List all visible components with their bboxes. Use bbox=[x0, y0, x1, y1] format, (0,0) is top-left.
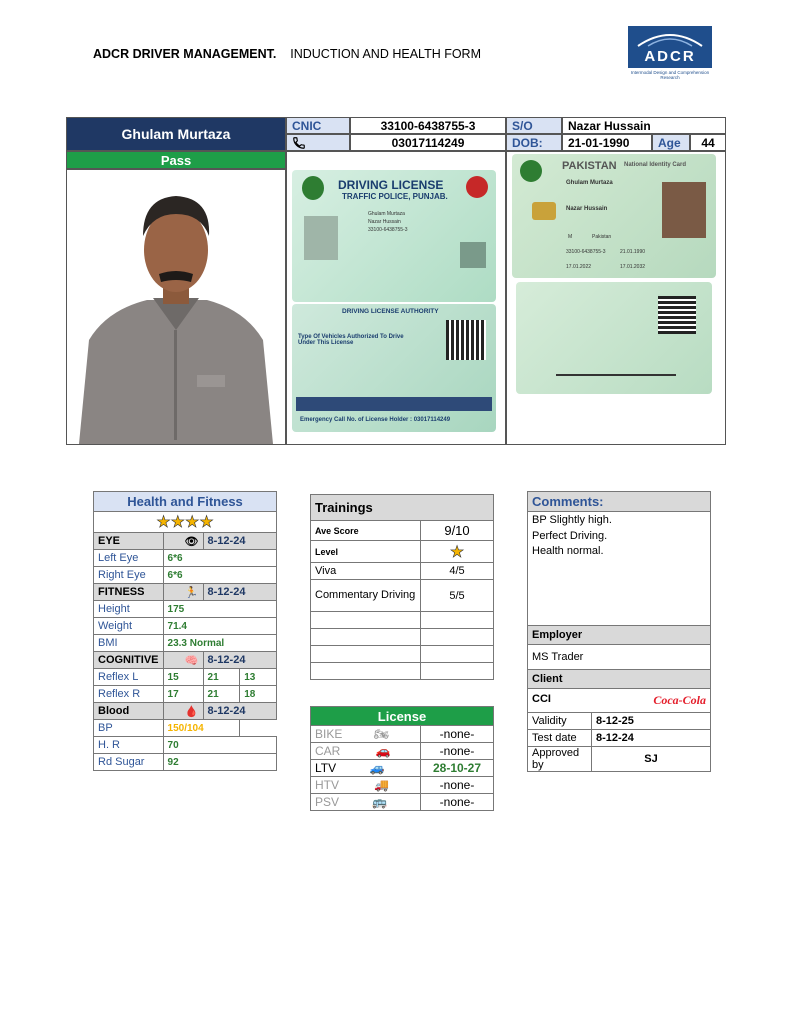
license-card-subtitle: TRAFFIC POLICE, PUNJAB. bbox=[342, 192, 448, 201]
license-row-htv bbox=[311, 777, 421, 794]
blood-label: Blood bbox=[94, 703, 164, 720]
license-htv-value: -none- bbox=[421, 777, 494, 794]
reflex-r-2: 21 bbox=[203, 686, 240, 703]
police-emblem-icon bbox=[466, 176, 488, 198]
bp-value: 150/104 bbox=[163, 720, 240, 737]
bp-label: BP bbox=[94, 720, 164, 737]
approved-value: SJ bbox=[592, 747, 711, 772]
id-card-subtitle: National Identity Card bbox=[624, 162, 687, 168]
viva-value: 4/5 bbox=[421, 563, 494, 580]
comment-line: Health normal. bbox=[532, 545, 604, 557]
license-father: Nazar Hussain bbox=[368, 219, 401, 225]
license-psv-value: -none- bbox=[421, 794, 494, 811]
id-card-title: PAKISTAN bbox=[562, 160, 617, 172]
age-label: Age bbox=[652, 134, 690, 151]
id-photo bbox=[662, 182, 706, 238]
license-card-title: DRIVING LICENSE bbox=[338, 178, 444, 192]
coca-cola-logo: Coca-Cola bbox=[653, 693, 706, 707]
blood-date: 8-12-24 bbox=[203, 703, 276, 720]
id-expiry: 17.01.2032 bbox=[620, 264, 646, 270]
bmi-value: 23.3 Normal bbox=[163, 635, 276, 652]
id-father: Nazar Hussain bbox=[566, 206, 608, 212]
fitness-date: 8-12-24 bbox=[203, 584, 276, 601]
punjab-emblem-icon bbox=[302, 176, 324, 200]
phone-value: 03017114249 bbox=[350, 134, 506, 151]
cnic-label: CNIC bbox=[286, 117, 350, 134]
qr-code-icon bbox=[446, 320, 486, 360]
license-back-text: Type Of Vehicles Authorized To Drive Under This License bbox=[298, 334, 404, 346]
ave-score-value: 9/10 bbox=[421, 521, 494, 541]
reflex-l-1: 15 bbox=[163, 669, 203, 686]
reflex-r-1: 17 bbox=[163, 686, 203, 703]
health-table bbox=[93, 491, 277, 771]
license-card-front bbox=[292, 170, 496, 302]
trainings-title: Trainings bbox=[311, 495, 494, 521]
commentary-label: Commentary Driving bbox=[311, 580, 421, 612]
logo-subtitle: Intermodal Design and Comprehension Research bbox=[630, 70, 710, 80]
license-row-bike bbox=[311, 726, 421, 743]
id-qr-code-icon bbox=[658, 296, 696, 334]
license-row-ltv bbox=[311, 760, 421, 777]
hr-label: H. R bbox=[94, 737, 164, 754]
left-eye-label: Left Eye bbox=[94, 550, 164, 567]
employer-value: MS Trader bbox=[528, 645, 711, 670]
motorbike-icon: 🏍 bbox=[373, 727, 389, 741]
bus-icon: 🚌 bbox=[372, 795, 388, 809]
hr-value: 70 bbox=[163, 737, 276, 754]
driver-name: Ghulam Murtaza bbox=[66, 117, 286, 151]
test-date-label: Test date bbox=[528, 730, 592, 747]
star-icon: ★ bbox=[170, 514, 185, 531]
urdu-text-line bbox=[556, 366, 676, 376]
chip-icon bbox=[532, 202, 556, 220]
license-title: License bbox=[311, 707, 494, 726]
license-type: BIKE bbox=[315, 727, 343, 741]
trainings-table bbox=[310, 494, 494, 680]
comments-title: Comments: bbox=[528, 492, 711, 512]
form-title: INDUCTION AND HEALTH FORM bbox=[290, 47, 481, 61]
comments-table bbox=[527, 491, 711, 772]
health-title: Health and Fitness bbox=[94, 492, 277, 512]
ave-score-label: Ave Score bbox=[311, 521, 421, 541]
level-value bbox=[421, 541, 494, 563]
logo-text: ADCR bbox=[644, 48, 696, 65]
pakistan-emblem-icon bbox=[520, 160, 542, 182]
cognitive-date: 8-12-24 bbox=[203, 652, 276, 669]
reflex-l-2: 21 bbox=[203, 669, 240, 686]
form-header bbox=[93, 47, 481, 61]
org-name: ADCR DRIVER MANAGEMENT. bbox=[93, 47, 277, 61]
license-emergency: Emergency Call No. of License Holder : 03017114249 bbox=[300, 417, 451, 423]
cognitive-label: COGNITIVE bbox=[94, 652, 164, 669]
weight-label: Weight bbox=[94, 618, 164, 635]
id-gender: M bbox=[568, 234, 573, 240]
fitness-label: FITNESS bbox=[94, 584, 164, 601]
validity-value: 8-12-25 bbox=[592, 713, 711, 730]
star-icon: ★ bbox=[199, 514, 214, 531]
comment-line: BP Slightly high. bbox=[532, 514, 612, 526]
validity-label: Validity bbox=[528, 713, 592, 730]
commentary-value: 5/5 bbox=[421, 580, 494, 612]
id-name: Ghulam Murtaza bbox=[566, 180, 613, 186]
so-label: S/O bbox=[506, 117, 562, 134]
star-icon: ★ bbox=[156, 514, 171, 531]
level-label: Level bbox=[311, 541, 421, 563]
id-country: Pakistan bbox=[592, 234, 612, 240]
id-card-front bbox=[512, 154, 716, 278]
left-eye-value: 6*6 bbox=[163, 550, 276, 567]
eye-label: EYE bbox=[94, 533, 164, 550]
license-card-back bbox=[292, 304, 496, 432]
right-eye-value: 6*6 bbox=[163, 567, 276, 584]
adcr-logo bbox=[628, 26, 712, 82]
height-value: 175 bbox=[163, 601, 276, 618]
father-name: Nazar Hussain bbox=[562, 117, 726, 134]
sugar-value: 92 bbox=[163, 754, 276, 771]
client-row bbox=[528, 689, 711, 713]
license-type: HTV bbox=[315, 778, 339, 792]
dob-value: 21-01-1990 bbox=[562, 134, 652, 151]
employer-label: Employer bbox=[528, 626, 711, 645]
license-hologram bbox=[460, 242, 486, 268]
license-ltv-value: 28-10-27 bbox=[421, 760, 494, 777]
driver-photo bbox=[66, 169, 286, 445]
comments-body bbox=[528, 512, 711, 626]
star-icon: ★ bbox=[185, 514, 200, 531]
sugar-label: Rd Sugar bbox=[94, 754, 164, 771]
eye-icon: 👁 bbox=[163, 533, 203, 550]
license-car-value: -none- bbox=[421, 743, 494, 760]
license-type: PSV bbox=[315, 795, 340, 809]
status-badge: Pass bbox=[66, 151, 286, 169]
cnic-value: 33100-6438755-3 bbox=[350, 117, 506, 134]
right-eye-label: Right Eye bbox=[94, 567, 164, 584]
client-value: CCI bbox=[532, 693, 551, 705]
phone-label bbox=[286, 134, 350, 151]
client-label: Client bbox=[528, 670, 711, 689]
car-icon: 🚗 bbox=[375, 744, 391, 758]
cognitive-icon: 🧠 bbox=[163, 652, 203, 669]
license-name: Ghulam Murtaza bbox=[368, 211, 405, 217]
approved-label: Approved by bbox=[528, 747, 592, 772]
id-issue: 17.01.2022 bbox=[566, 264, 592, 270]
blood-icon: 🩸 bbox=[163, 703, 203, 720]
license-row-psv bbox=[311, 794, 421, 811]
test-date-value: 8-12-24 bbox=[592, 730, 711, 747]
id-card-back bbox=[516, 282, 712, 394]
license-type: LTV bbox=[315, 761, 337, 775]
age-value: 44 bbox=[690, 134, 726, 151]
comment-line: Perfect Driving. bbox=[532, 529, 608, 542]
pickup-icon: 🚙 bbox=[369, 761, 385, 775]
eye-date: 8-12-24 bbox=[203, 533, 276, 550]
fitness-icon: 🏃 bbox=[163, 584, 203, 601]
reflex-r-label: Reflex R bbox=[94, 686, 164, 703]
license-table bbox=[310, 706, 494, 811]
license-photo bbox=[304, 216, 338, 260]
license-bike-value: -none- bbox=[421, 726, 494, 743]
viva-label: Viva bbox=[311, 563, 421, 580]
reflex-r-3: 18 bbox=[240, 686, 277, 703]
id-number: 33100-6438755-3 bbox=[566, 249, 606, 255]
id-dob: 21.01.1990 bbox=[620, 249, 646, 255]
height-label: Height bbox=[94, 601, 164, 618]
reflex-l-3: 13 bbox=[240, 669, 277, 686]
license-cnic: 33100-6438755-3 bbox=[368, 227, 408, 233]
health-rating bbox=[94, 512, 277, 533]
truck-icon: 🚚 bbox=[374, 778, 390, 792]
phone-icon bbox=[292, 136, 306, 150]
license-back-title: DRIVING LICENSE AUTHORITY bbox=[342, 308, 439, 315]
star-icon: ★ bbox=[449, 543, 465, 561]
license-type: CAR bbox=[315, 744, 341, 758]
weight-value: 71.4 bbox=[163, 618, 276, 635]
reflex-l-label: Reflex L bbox=[94, 669, 164, 686]
dob-label: DOB: bbox=[506, 134, 562, 151]
license-row-car bbox=[311, 743, 421, 760]
bmi-label: BMI bbox=[94, 635, 164, 652]
